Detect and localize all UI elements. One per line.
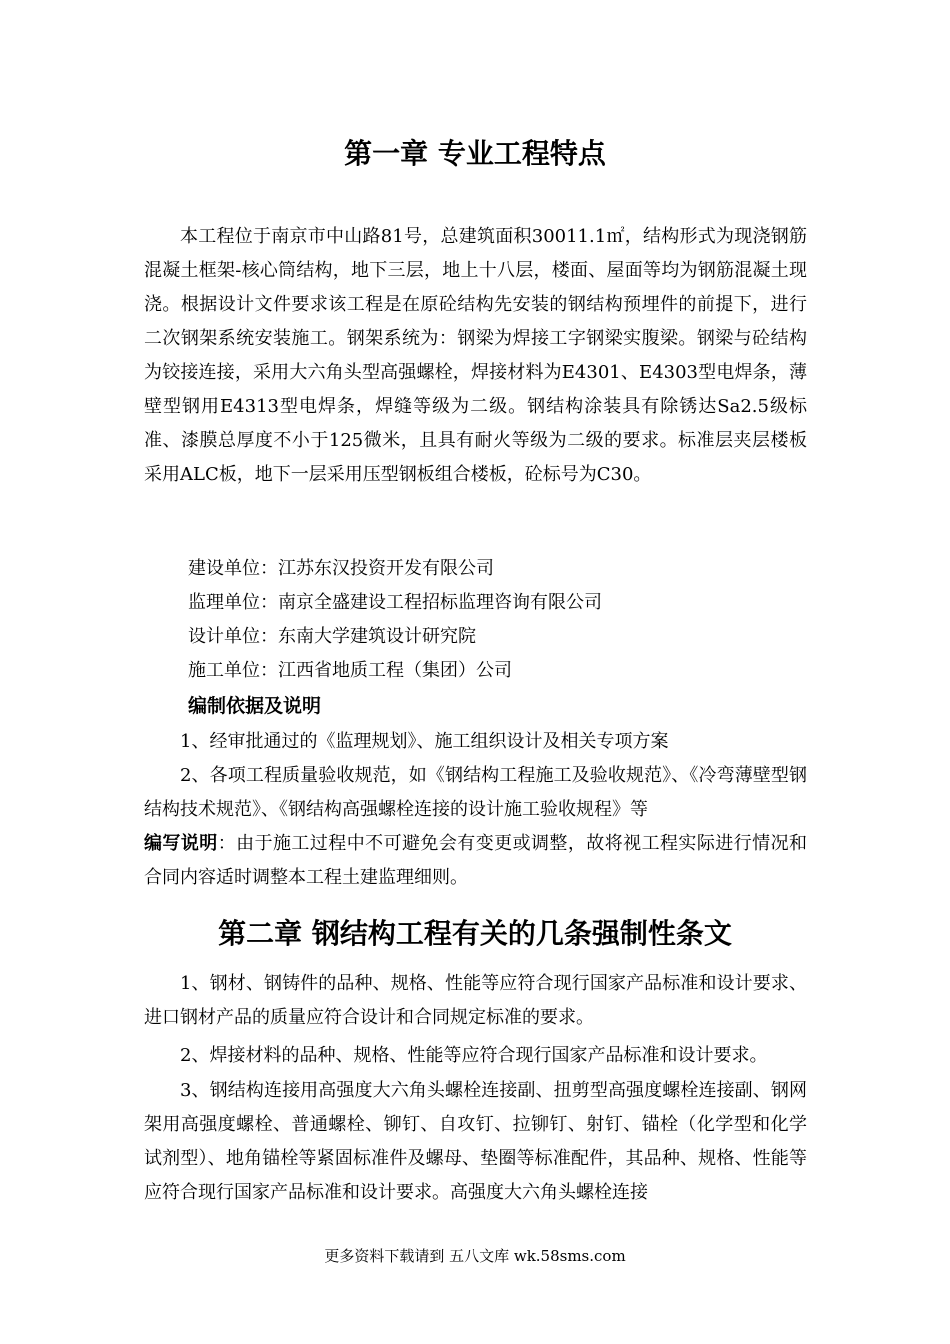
basis-item-2: 2、各项工程质量验收规范，如《钢结构工程施工及验收规范》、《冷弯薄壁型钢结构技术规范》、《钢结构高强螺栓连接的设计施工验收规程》等 (144, 765, 807, 820)
page-footer: 更多资料下载请到 五八文库 wk.58sms.com (324, 1247, 626, 1265)
writing-note-label: 编写说明 (144, 833, 218, 854)
basis-heading: 编制依据及说明 (188, 695, 322, 717)
mandatory-item-1: 1、钢材、钢铸件的品种、规格、性能等应符合现行国家产品标准和设计要求、进口钢材产品的质量应符合设计和合同规定标准的要求。 (144, 973, 807, 1028)
design-unit: 设计单位：东南大学建筑设计研究院 (188, 626, 476, 647)
mandatory-item-3: 3、钢结构连接用高强度大六角头螺栓连接副、扭剪型高强度螺栓连接副、钢网架用高强度螺栓、普通螺栓、铆钉、自攻钉、拉铆钉、射钉、锚栓（化学型和化学试剂型）、地角锚栓等紧固标准件及螺母、垫圈等标准配件，其品种、规格、性能等应符合现行国家产品标准和设计要求。高强度大六角头螺栓连接 (144, 1080, 807, 1203)
supervision-unit: 监理单位：南京全盛建设工程招标监理咨询有限公司 (188, 592, 602, 613)
owner-unit: 建设单位：江苏东汉投资开发有限公司 (188, 558, 494, 579)
mandatory-item-2: 2、焊接材料的品种、规格、性能等应符合现行国家产品标准和设计要求。 (180, 1045, 768, 1066)
chapter-2-title: 第二章 钢结构工程有关的几条强制性条文 (218, 917, 732, 950)
writing-note (144, 827, 807, 895)
writing-note-text: ：由于施工过程中不可避免会有变更或调整，故将视工程实际进行情况和合同内容适时调整本工程土建监理细则。 (144, 833, 808, 888)
basis-item-1: 1、经审批通过的《监理规划》、施工组织设计及相关专项方案 (180, 731, 669, 752)
construction-unit: 施工单位：江西省地质工程（集团）公司 (188, 660, 512, 681)
project-intro-paragraph: 本工程位于南京市中山路81号，总建筑面积30011.1㎡，结构形式为现浇钢筋混凝土框架-核心筒结构，地下三层，地上十八层，楼面、屋面等均为钢筋混凝土现浇。根据设计文件要求该工程是在原砼结构先安装的钢结构预埋件的前提下，进行二次钢架系统安装施工。钢架系统为：钢梁为焊接工字钢梁实腹梁。钢梁与砼结构为铰接连接，采用大六角头型高强螺栓，焊接材料为E4301、E4303型电焊条，薄壁型钢用E4313型电焊条，焊缝等级为二级。钢结构涂装具有除锈达Sa2.5级标准、漆膜总厚度不小于125微米，且具有耐火等级为二级的要求。标准层夹层楼板采用ALC板，地下一层采用压型钢板组合楼板，砼标号为C30。 (144, 226, 807, 485)
chapter-1-title: 第一章 专业工程特点 (344, 137, 606, 170)
